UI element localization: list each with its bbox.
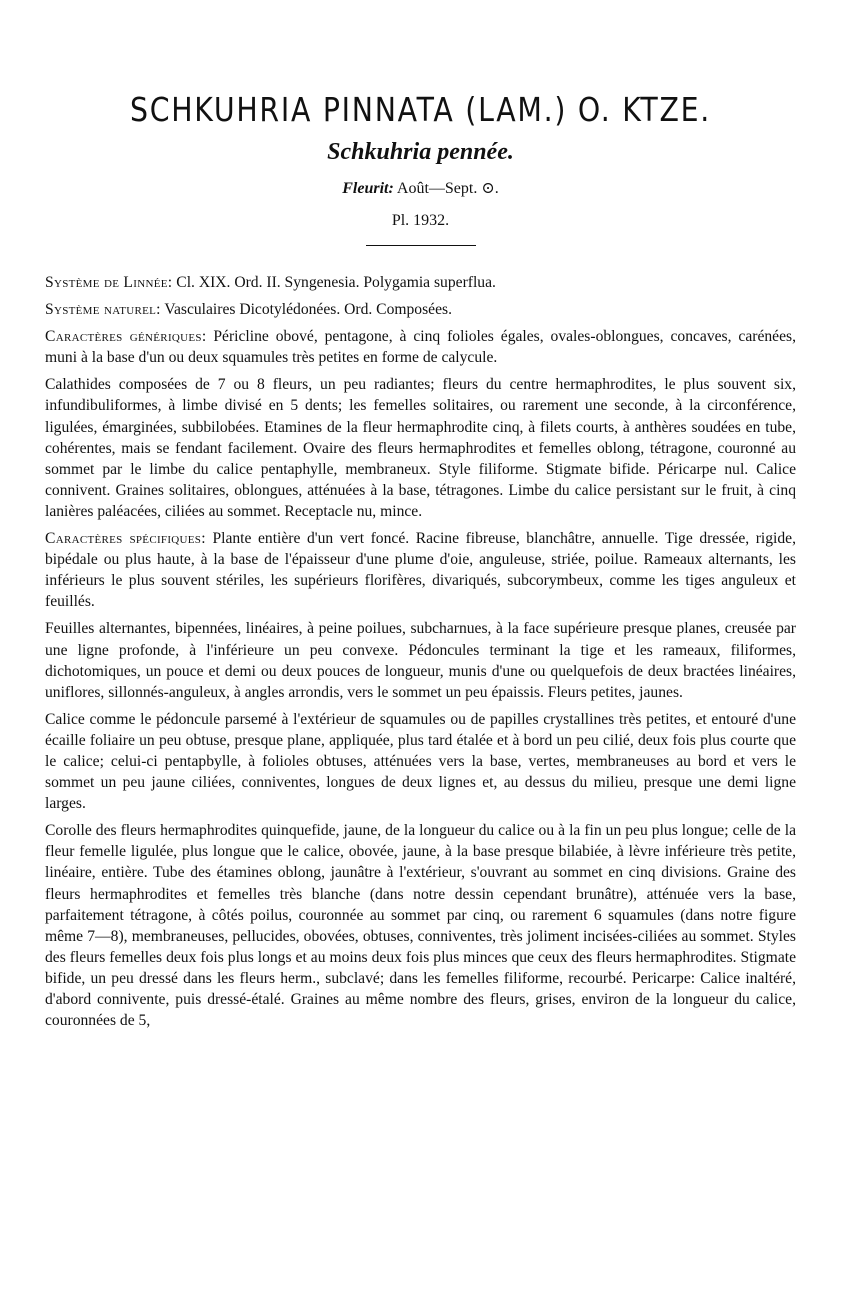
paragraph-text: Feuilles alternantes, bipennées, linéaires, à peine poilues, subcharnues, à la face supérieure presque planes, creusée par une ligne profonde, à l'inférieure un peu convexe. Pédoncules terminant la tige et les rameaux, filiformes, dichotomiques, un pouce et demi ou deux pouces de longueur, munis d'une ou quelquefois de deux bractées linéaires, uniflores, sillonnés-anguleux, à angles arrondis, vers le sommet un peu épaissis. Fleurs petites, jaunes.: [45, 620, 796, 701]
paragraph-calice: [45, 709, 796, 814]
paragraph-text: Calathides composées de 7 ou 8 fleurs, un peu radiantes; fleurs du centre hermaphrodites, le plus souvent six, infundibuliformes, à limbe divisé en 5 dents; les femelles solitaires, ou rarement une seconde, à la circonférence, ligulées, émarginées, subbilobées. Etamines de la fleur hermaphrodite cinq, à filets courts, à anthères soudées en tube, cohérentes, mais se fendant facilement. Ovaire des fleurs hermaphrodites et femelles oblong, tétragone, couronné au sommet par le limbe du calice pentaphylle, membraneux. Style filiforme. Stigmate bifide. Péricarpe nul. Calice connivent. Graines solitaires, oblongues, atténuées à la base, tétragones. Limbe du calice persistant sur le fruit, à cinq lanières paléacées, ciliées au sommet. Receptacle nu, mince.: [45, 376, 796, 520]
paragraph-text: Calice comme le pédoncule parsemé à l'extérieur de squamules ou de papilles crystallines très petites, et entouré d'une écaille foliaire un peu obtuse, presque plane, appliquée, plus tard étalée et à bord un peu cilié, deux fois plus courte que le calice; celui-ci pentapbylle, à folioles obtuses, atténuées vers la base, vertes, membraneuses au bord et vers le sommet un peu jaune ciliées, conniventes, longues de deux lignes et, au dessus du milieu, presque une demi ligne larges.: [45, 710, 796, 813]
plate-number: Pl. 1932.: [391, 212, 450, 229]
section-label: Caractères génériques:: [45, 328, 207, 346]
paragraph-text: Corolle des fleurs hermaphrodites quinquefide, jaune, de la longueur du calice ou à la fin un peu plus longue; celle de la fleur femelle ligulée, plus longue que le calice, obovée, jaune, à la base presque bilabiée, à lèvre inférieure très petite, linéaire, entière. Tube des étamines oblong, jaunâtre à l'extérieur, s'ouvrant au sommet en cinq divisions. Graine des fleurs hermaphrodites et femelles très blanche (dans notre dessin cependant brunâtre), atténuée vers la base, parfaitement tétragone, à côtés poilus, couronnée au sommet par cinq, ou rarement 6 squamules (dans notre figure même 7—8), membraneuses, pellucides, obovées, obtuses, conniventes, très joliment incisées-ciliées au sommet. Styles des fleurs femelles deux fois plus longs et au moins deux fois plus minces que ceux des fleurs hermaphrodites. Stigmate bifide, un peu dressé dans les fleurs herm., subclavé; dans les femelles filiforme, recourbé. Pericarpe: Calice inaltéré, d'abord connivente, puis dressé-étalé. Graines au même nombre des fleurs, grises, environ de la longueur du calice, couronnées de 5,: [45, 822, 796, 1030]
paragraph-corolle: [45, 820, 796, 1031]
paragraph-naturel: [45, 299, 796, 320]
flowering-line: [45, 178, 796, 198]
paragraph-text: Péricline obové, pentagone, à cinq folioles égales, ovales-oblongues, concaves, carénées, muni à la base d'un ou deux squamules très petites en forme de calycule.: [45, 328, 796, 367]
paragraph-calathides: [45, 374, 796, 522]
document-page: [0, 90, 843, 1290]
document-body: [45, 272, 796, 1031]
paragraph-text: Plante entière d'un vert foncé. Racine fibreuse, blanchâtre, annuelle. Tige dressée, rigide, bipédale ou plus haute, à la base de l'épaisseur d'une plume d'oie, anguleuse, striée, poilue. Rameaux alternants, les inférieurs le plus souvent stériles, les supérieurs florifères, divariqués, subcorymbeux, comme les tiges anguleux et feuillés.: [45, 530, 796, 611]
section-label: Caractères spécifiques:: [45, 530, 206, 548]
paragraph-text: Cl. XIX. Ord. II. Syngenesia. Polygamia superflua.: [172, 274, 496, 291]
section-label: Système de Linnée:: [45, 274, 173, 291]
paragraph-text: Vasculaires Dicotylédonées. Ord. Composées.: [160, 301, 452, 319]
flowering-value: Août—Sept. ⊙.: [396, 180, 499, 197]
page-subtitle: Schkuhria pennée.: [327, 139, 514, 165]
title-divider: [366, 245, 476, 246]
paragraph-generiques: [45, 326, 796, 368]
flowering-label: Fleurit:: [342, 180, 394, 197]
section-label: Système naturel:: [45, 301, 161, 319]
paragraph-feuilles: [45, 618, 796, 702]
page-title: SCHKUHRIA PINNATA (LAM.) O. KTZE.: [129, 90, 712, 129]
paragraph-specifiques: [45, 528, 796, 612]
paragraph-linnee: [45, 272, 796, 293]
